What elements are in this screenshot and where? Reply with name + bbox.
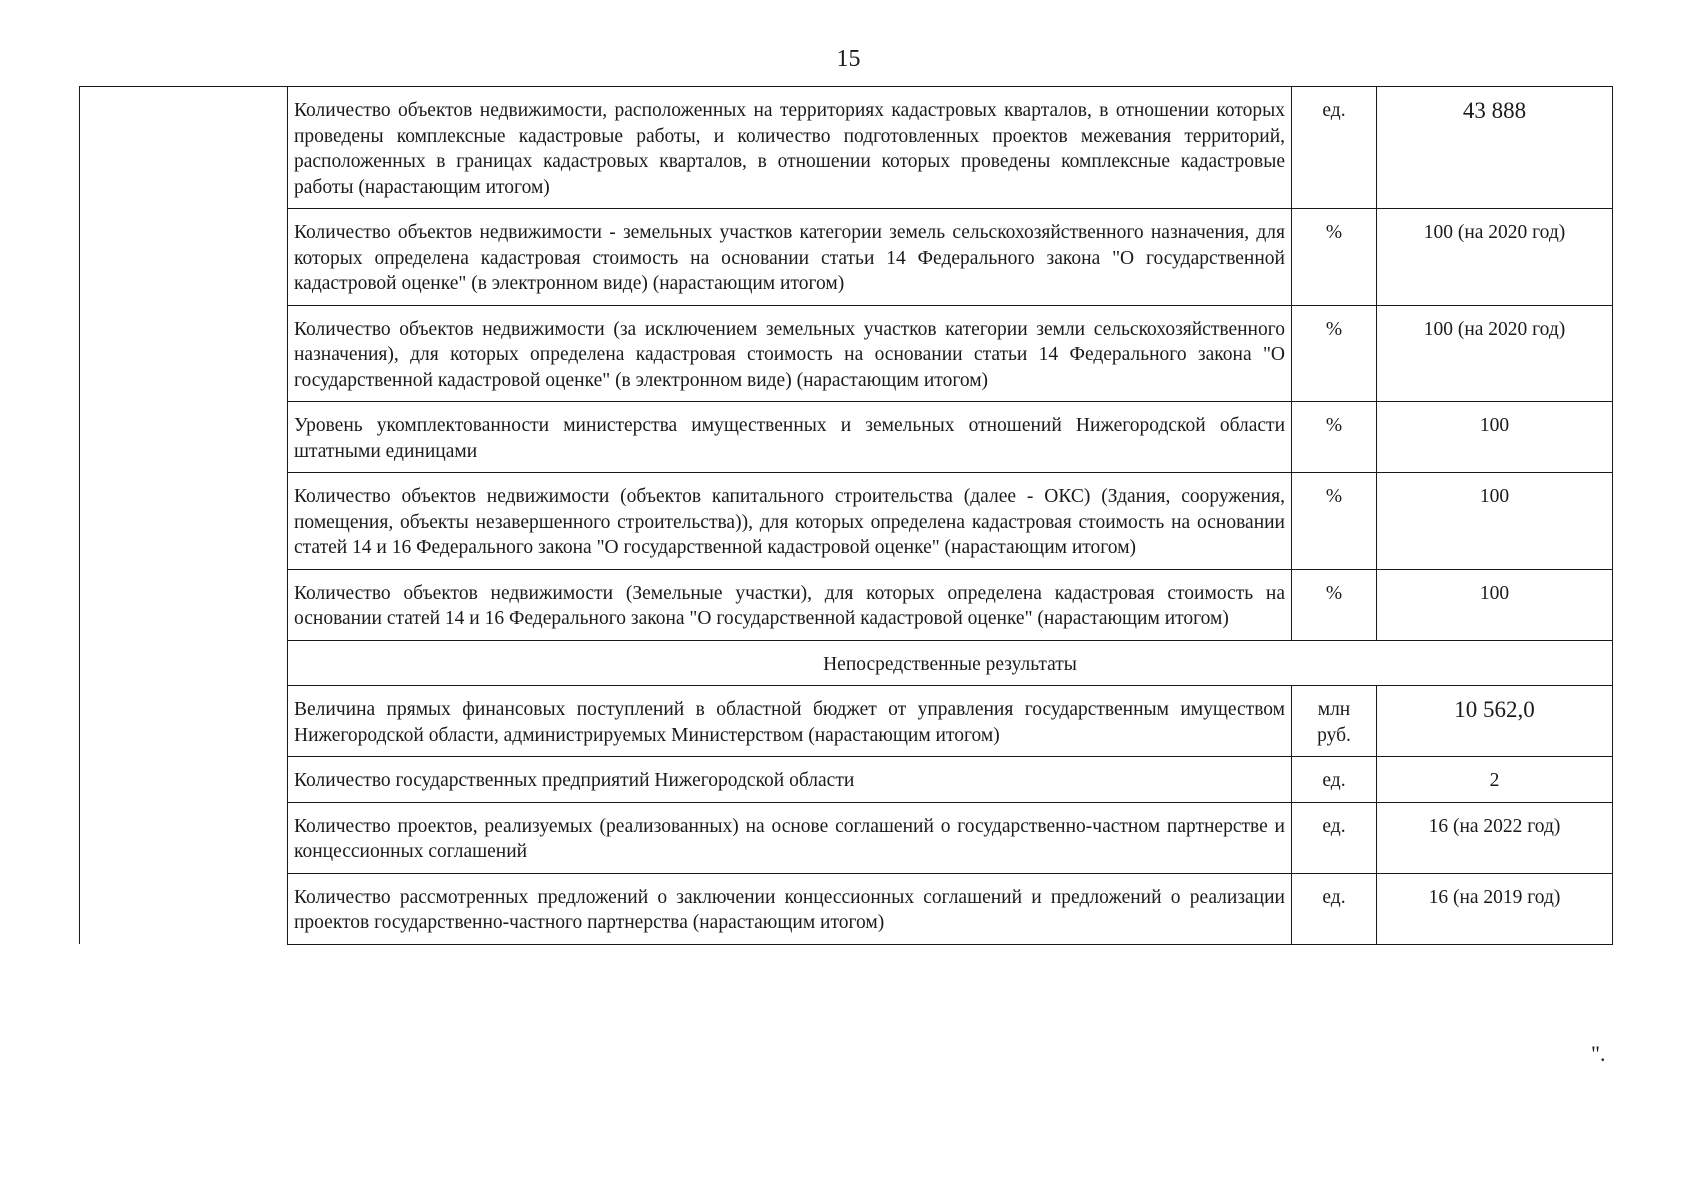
section-header-row bbox=[80, 640, 1613, 686]
table-row bbox=[80, 209, 1613, 306]
closing-quote-mark: ". bbox=[1591, 1041, 1606, 1066]
indicator-name: Количество объектов недвижимости (за исключением земельных участков категории земли сельскохозяйственного назначения), для которых определена кадастровая стоимость на основании статьи 14 Федерального закона "О государственной кадастровой оценке" (в электронном виде) (нарастающим итогом) bbox=[288, 305, 1292, 402]
indicator-unit: % bbox=[1292, 402, 1377, 473]
indicator-value: 10 562,0 bbox=[1377, 686, 1613, 757]
indicator-unit: % bbox=[1292, 569, 1377, 640]
table-row bbox=[80, 802, 1613, 873]
indicator-unit: % bbox=[1292, 473, 1377, 570]
table-row bbox=[80, 402, 1613, 473]
indicator-unit: ед. bbox=[1292, 802, 1377, 873]
indicator-name: Уровень укомплектованности министерства имущественных и земельных отношений Нижегородской области штатными единицами bbox=[288, 402, 1292, 473]
indicator-name: Количество объектов недвижимости - земельных участков категории земель сельскохозяйственного назначения, для которых определена кадастровая стоимость на основании статьи 14 Федерального закона "О государственной кадастровой оценке" (в электронном виде) (нарастающим итогом) bbox=[288, 209, 1292, 306]
indicator-name: Количество государственных предприятий Нижегородской области bbox=[288, 757, 1292, 803]
indicators-table bbox=[79, 86, 1613, 945]
table-row bbox=[80, 757, 1613, 803]
indicator-value: 16 (на 2022 год) bbox=[1377, 802, 1613, 873]
indicator-unit: % bbox=[1292, 209, 1377, 306]
table-row bbox=[80, 686, 1613, 757]
indicator-value: 2 bbox=[1377, 757, 1613, 803]
indicator-name: Количество рассмотренных предложений о заключении концессионных соглашений и предложений о реализации проектов государственно-частного партнерства (нарастающим итогом) bbox=[288, 873, 1292, 944]
indicator-value: 100 bbox=[1377, 569, 1613, 640]
indicator-name: Количество объектов недвижимости, расположенных на территориях кадастровых кварталов, в отношении которых проведены комплексные кадастровые работы, и количество подготовленных проектов межевания территорий, расположенных в границах кадастровых кварталов, в отношении которых проведены комплексные кадастровые работы (нарастающим итогом) bbox=[288, 87, 1292, 209]
indicator-value: 100 (на 2020 год) bbox=[1377, 209, 1613, 306]
indicator-name: Количество объектов недвижимости (Земельные участки), для которых определена кадастровая стоимость на основании статей 14 и 16 Федерального закона "О государственной кадастровой оценке" (нарастающим итогом) bbox=[288, 569, 1292, 640]
table-row bbox=[80, 873, 1613, 944]
page-number: 15 bbox=[836, 46, 861, 72]
table-row bbox=[80, 569, 1613, 640]
indicator-value: 100 (на 2020 год) bbox=[1377, 305, 1613, 402]
indicator-value: 16 (на 2019 год) bbox=[1377, 873, 1613, 944]
indicator-name: Величина прямых финансовых поступлений в областной бюджет от управления государственным имуществом Нижегородской области, администрируемых Министерством (нарастающим итогом) bbox=[288, 686, 1292, 757]
indicator-unit: ед. bbox=[1292, 87, 1377, 209]
section-title: Непосредственные результаты bbox=[288, 640, 1613, 686]
unit-line: млн bbox=[1317, 699, 1351, 720]
table-row bbox=[80, 87, 1613, 209]
indicator-unit: % bbox=[1292, 305, 1377, 402]
first-column-blank bbox=[80, 87, 288, 945]
indicator-unit: ед. bbox=[1292, 757, 1377, 803]
table-row bbox=[80, 305, 1613, 402]
table-row bbox=[80, 473, 1613, 570]
indicator-value: 43 888 bbox=[1377, 87, 1613, 209]
indicator-name: Количество проектов, реализуемых (реализованных) на основе соглашений о государственно-частном партнерстве и концессионных соглашений bbox=[288, 802, 1292, 873]
indicator-unit: ед. bbox=[1292, 873, 1377, 944]
indicator-value: 100 bbox=[1377, 402, 1613, 473]
indicator-unit bbox=[1292, 686, 1377, 757]
indicator-value: 100 bbox=[1377, 473, 1613, 570]
unit-line: руб. bbox=[1317, 724, 1351, 746]
indicator-name: Количество объектов недвижимости (объектов капитального строительства (далее - ОКС) (Здания, сооружения, помещения, объекты незавершенного строительства)), для которых определена кадастровая стоимость на основании статей 14 и 16 Федерального закона "О государственной кадастровой оценке" (нарастающим итогом) bbox=[288, 473, 1292, 570]
